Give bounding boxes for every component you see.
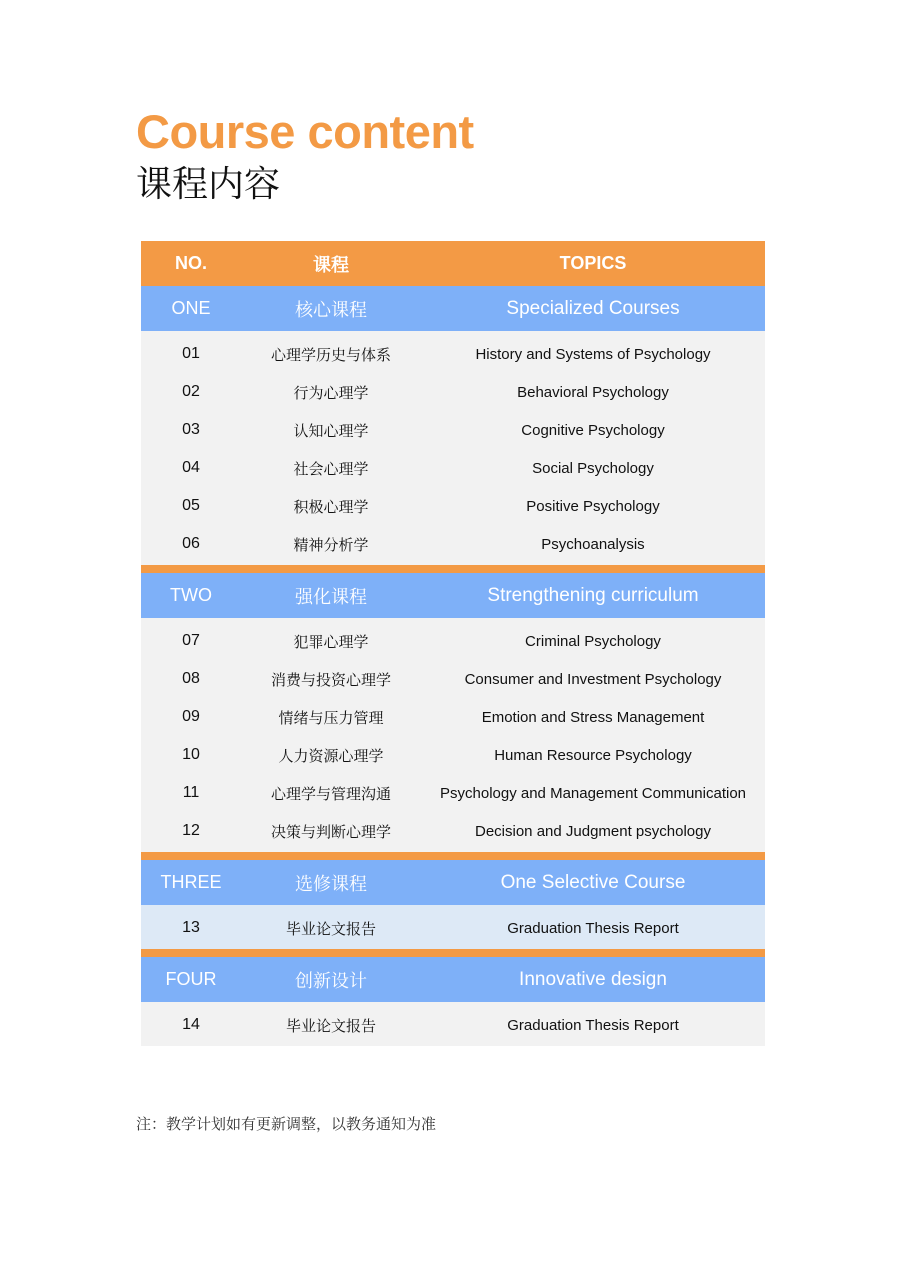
row-course: 毕业论文报告	[285, 1017, 376, 1035]
section-rows	[141, 1002, 765, 1046]
table-header	[141, 241, 765, 286]
footnote: 注：教学计划如有更新调整，以教务通知为准	[136, 1116, 437, 1133]
section-header	[141, 286, 765, 331]
section-rows	[141, 905, 765, 949]
row-course: 情绪与压力管理	[278, 709, 384, 727]
section-topics: Specialized Courses	[506, 297, 680, 319]
section-header	[141, 573, 765, 618]
row-topic: Psychoanalysis	[541, 535, 645, 553]
row-course: 行为心理学	[293, 384, 369, 402]
row-course: 犯罪心理学	[293, 633, 369, 651]
table-row	[141, 812, 765, 850]
section-no: THREE	[160, 872, 222, 892]
row-topic: Human Resource Psychology	[494, 746, 692, 764]
row-topic: Criminal Psychology	[525, 632, 661, 650]
title-en: Course content	[136, 105, 474, 158]
table-row	[141, 660, 765, 698]
row-topic: Graduation Thesis Report	[507, 919, 679, 937]
header-course: 课程	[313, 254, 349, 275]
table-row	[141, 909, 765, 947]
row-no: 11	[182, 784, 200, 801]
row-topic: Cognitive Psychology	[521, 421, 665, 439]
table-row	[141, 622, 765, 660]
row-no: 06	[182, 535, 200, 552]
section-no: ONE	[171, 298, 211, 318]
section-divider	[141, 852, 765, 860]
row-course: 社会心理学	[293, 460, 369, 478]
row-topic: History and Systems of Psychology	[475, 345, 711, 363]
row-no: 02	[182, 383, 200, 400]
table-row	[141, 698, 765, 736]
row-no: 03	[182, 421, 200, 438]
row-no: 13	[182, 919, 200, 936]
row-no: 01	[182, 345, 200, 362]
row-topic: Psychology and Management Communication	[440, 784, 746, 802]
section-header	[141, 957, 765, 1002]
row-no: 10	[182, 746, 200, 763]
row-course: 决策与判断心理学	[270, 823, 391, 841]
row-topic: Graduation Thesis Report	[507, 1016, 679, 1034]
section-no: TWO	[170, 585, 212, 605]
row-topic: Positive Psychology	[526, 497, 660, 515]
table-row	[141, 487, 765, 525]
title-cn: 课程内容	[136, 163, 281, 204]
table-row	[141, 335, 765, 373]
row-topic: Social Psychology	[532, 459, 654, 477]
row-topic: Decision and Judgment psychology	[475, 822, 711, 840]
section-course: 选修课程	[295, 873, 367, 894]
row-course: 心理学与管理沟通	[270, 785, 391, 803]
row-course: 毕业论文报告	[285, 920, 376, 938]
row-course: 积极心理学	[293, 498, 369, 516]
section-topics: Innovative design	[519, 968, 667, 990]
row-course: 精神分析学	[293, 536, 369, 554]
section-topics: Strengthening curriculum	[487, 584, 699, 606]
table-row	[141, 373, 765, 411]
table-row	[141, 774, 765, 812]
row-no: 04	[182, 459, 200, 476]
row-no: 07	[182, 632, 200, 649]
row-no: 14	[182, 1016, 200, 1033]
section-no: FOUR	[165, 969, 217, 989]
section-course: 创新设计	[295, 970, 367, 991]
row-course: 心理学历史与体系	[270, 346, 391, 364]
course-table	[141, 241, 765, 1046]
table-row	[141, 449, 765, 487]
table-row	[141, 736, 765, 774]
row-no: 12	[182, 822, 200, 839]
table-row	[141, 525, 765, 563]
row-no: 09	[182, 708, 200, 725]
row-topic: Emotion and Stress Management	[481, 708, 705, 726]
table-row	[141, 1006, 765, 1044]
row-no: 05	[182, 497, 200, 514]
header-no: NO.	[174, 253, 207, 273]
row-course: 认知心理学	[293, 422, 369, 440]
row-topic: Behavioral Psychology	[517, 383, 669, 401]
section-rows	[141, 331, 765, 565]
section-course: 强化课程	[295, 586, 367, 607]
row-topic: Consumer and Investment Psychology	[464, 670, 722, 688]
row-no: 08	[182, 670, 200, 687]
header-topics: TOPICS	[559, 253, 627, 273]
row-course: 人力资源心理学	[278, 747, 384, 765]
section-header	[141, 860, 765, 905]
section-rows	[141, 618, 765, 852]
section-divider	[141, 565, 765, 573]
section-course: 核心课程	[295, 299, 367, 320]
section-divider	[141, 949, 765, 957]
row-course: 消费与投资心理学	[270, 671, 391, 689]
section-topics: One Selective Course	[500, 871, 686, 893]
table-row	[141, 411, 765, 449]
